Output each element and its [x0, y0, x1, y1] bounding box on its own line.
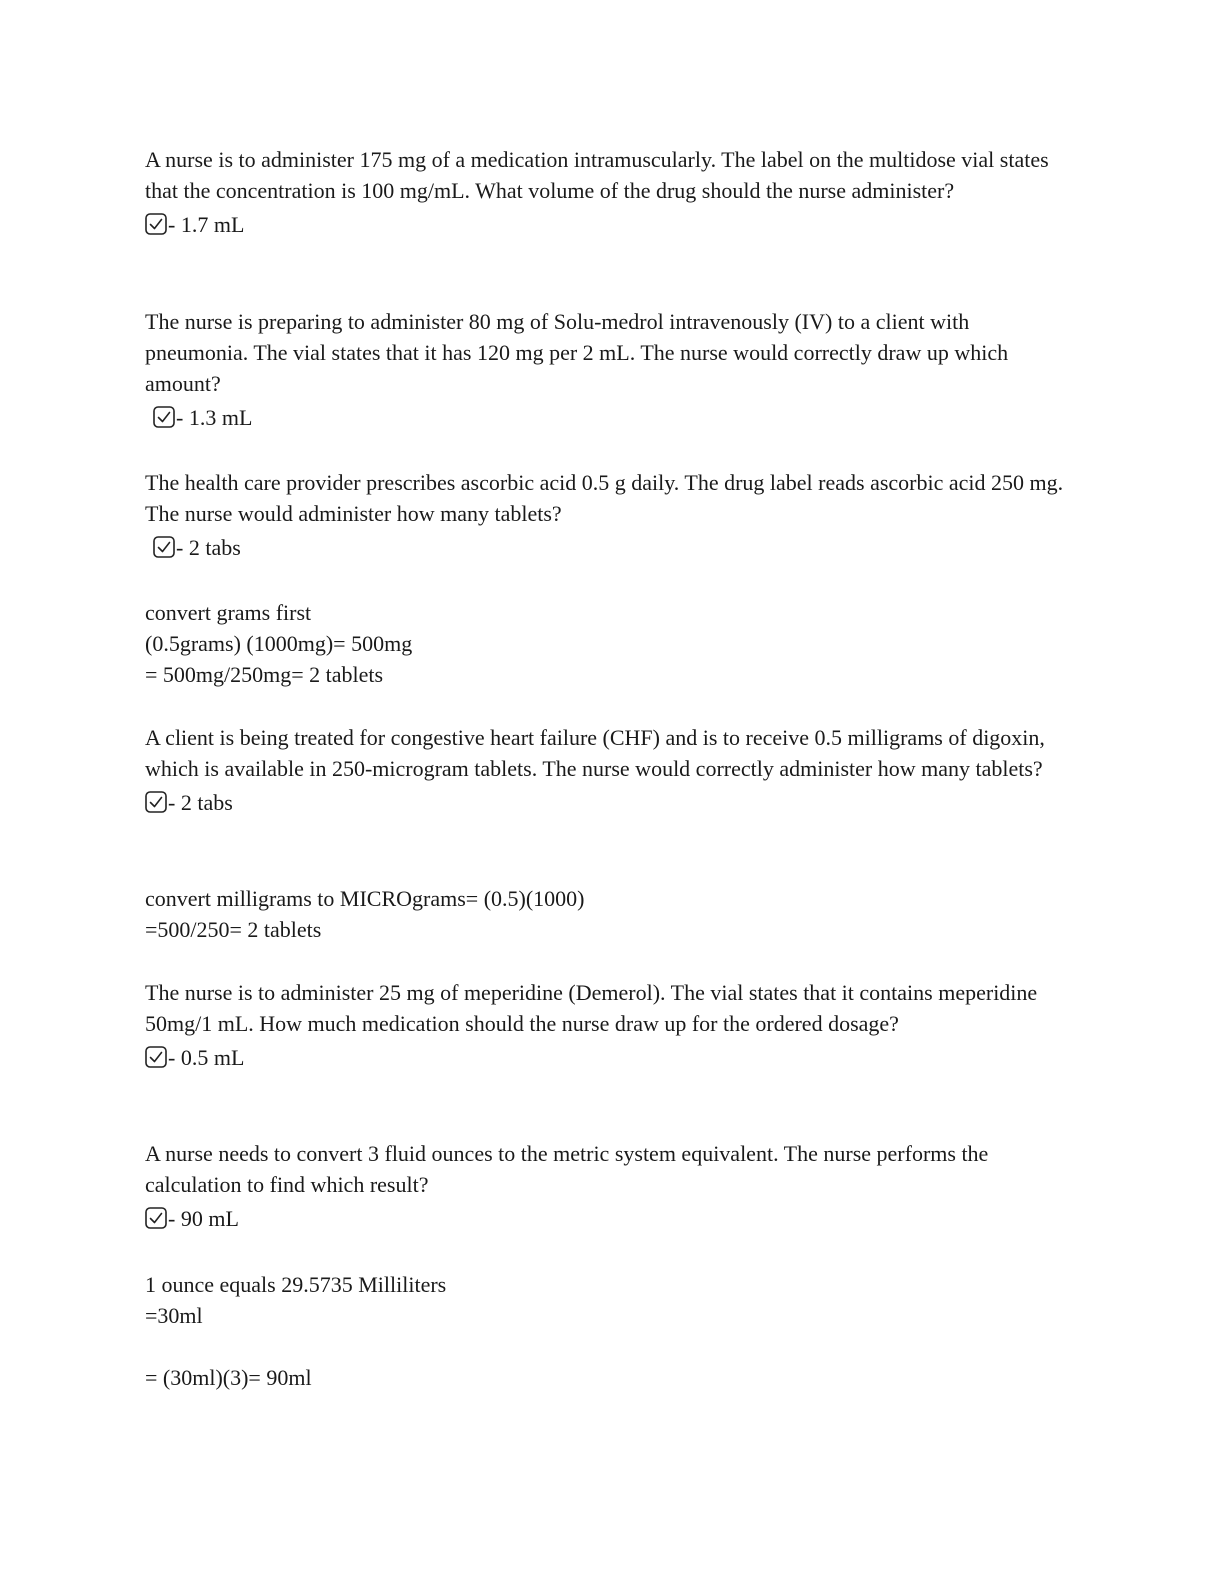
question-block — [145, 722, 1075, 818]
note-line: (0.5grams) (1000mg)= 500mg — [145, 631, 413, 656]
note-line: = (30ml)(3)= 90ml — [145, 1365, 312, 1390]
question-text: A nurse needs to convert 3 fluid ounces to the metric system equivalent. The nurse performs the calculation to find which result? — [145, 1141, 989, 1197]
calculation-note — [145, 1269, 1075, 1331]
calculation-note — [145, 1362, 1075, 1393]
answer-text: - 90 mL — [168, 1205, 239, 1231]
note-line: convert grams first — [145, 600, 312, 625]
note-line: =500/250= 2 tablets — [145, 917, 322, 942]
note-line: =30ml — [145, 1303, 203, 1328]
question-text: The health care provider prescribes ascorbic acid 0.5 g daily. The drug label reads ascorbic acid 250 mg. The nurse would administer how many tablets? — [145, 470, 1064, 526]
answer-row — [145, 208, 1075, 240]
answer-row — [145, 786, 1075, 818]
answer-text: - 2 tabs — [168, 789, 233, 815]
question-block — [145, 144, 1075, 240]
calculation-note — [145, 597, 1075, 690]
note-line: = 500mg/250mg= 2 tablets — [145, 662, 384, 687]
checkbox-checked-icon — [145, 791, 167, 813]
answer-row — [145, 531, 1075, 563]
question-text: The nurse is preparing to administer 80 mg of Solu-medrol intravenously (IV) to a client with pneumonia. The vial states that it has 120 mg per 2 mL. The nurse would correctly draw up which amount? — [145, 309, 1009, 396]
answer-text: - 1.3 mL — [176, 404, 253, 430]
checkbox-checked-icon — [145, 1207, 167, 1229]
checkbox-checked-icon — [153, 536, 175, 558]
answer-text: - 1.7 mL — [168, 211, 245, 237]
checkbox-checked-icon — [145, 1046, 167, 1068]
question-text: A nurse is to administer 175 mg of a medication intramuscularly. The label on the multidose vial states that the concentration is 100 mg/mL. What volume of the drug should the nurse administer? — [145, 147, 1049, 203]
question-block — [145, 306, 1075, 433]
answer-row — [145, 401, 1075, 433]
calculation-note — [145, 883, 1075, 945]
question-block — [145, 1138, 1075, 1234]
note-line: 1 ounce equals 29.5735 Milliliters — [145, 1272, 447, 1297]
checkbox-checked-icon — [145, 213, 167, 235]
question-block — [145, 977, 1075, 1073]
answer-row — [145, 1041, 1075, 1073]
question-text: The nurse is to administer 25 mg of meperidine (Demerol). The vial states that it contains meperidine 50mg/1 mL. How much medication should the nurse draw up for the ordered dosage? — [145, 980, 1038, 1036]
answer-text: - 0.5 mL — [168, 1044, 245, 1070]
answer-text: - 2 tabs — [176, 534, 241, 560]
question-block — [145, 467, 1075, 563]
question-text: A client is being treated for congestive heart failure (CHF) and is to receive 0.5 milligrams of digoxin, which is available in 250-microgram tablets. The nurse would correctly administer how many tablets? — [145, 725, 1045, 781]
note-line: convert milligrams to MICROgrams= (0.5)(1000) — [145, 886, 585, 911]
checkbox-checked-icon — [153, 406, 175, 428]
answer-row — [145, 1202, 1075, 1234]
